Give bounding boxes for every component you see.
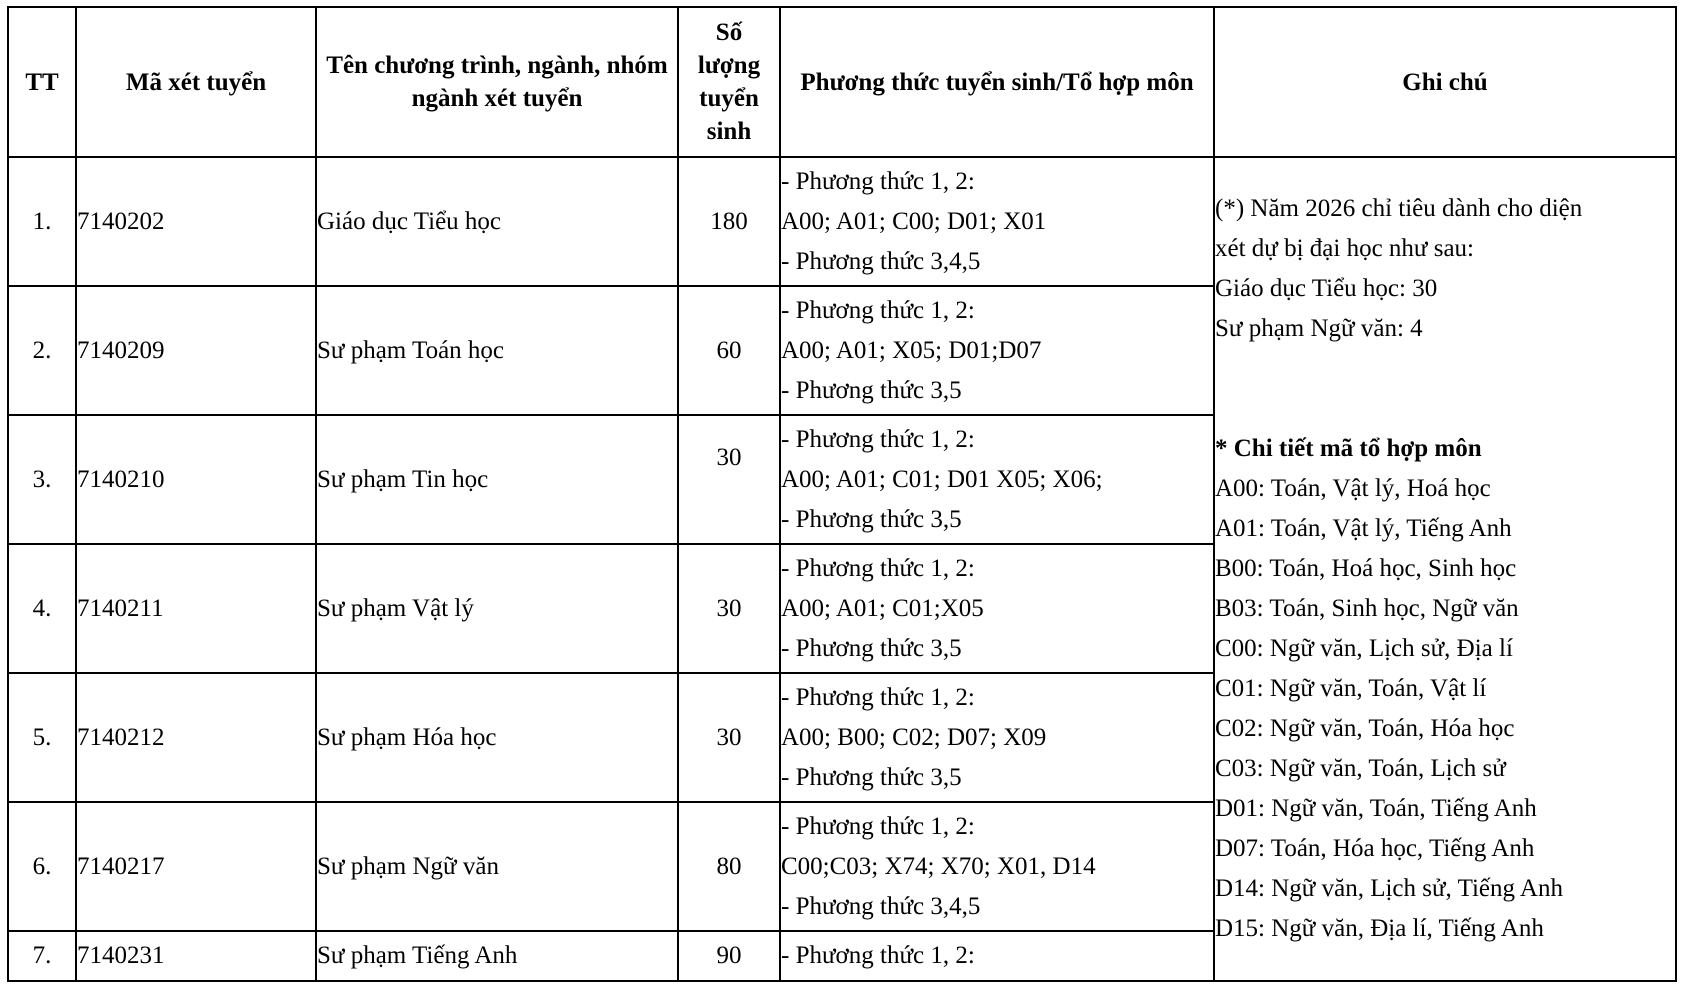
row-program-name: Sư phạm Tin học [316,415,678,544]
row-tt: 1. [8,157,76,286]
code-item: C01: Ngữ văn, Toán, Vật lí [1215,675,1487,702]
method-line: A00; B00; C02; D07; X09 [781,723,1047,751]
method-line: A00; A01; X05; D01;D07 [781,336,1042,364]
code-item: D15: Ngữ văn, Địa lí, Tiếng Anh [1215,915,1544,942]
method-line: - Phương thức 1, 2: [781,683,975,711]
method-line: C00;C03; X74; X70; X01, D14 [781,852,1096,880]
header-tt: TT [8,7,76,157]
notes-block [1215,189,1675,949]
row-code: 7140210 [76,415,316,544]
row-quota: 30 [678,415,780,544]
row-tt: 3. [8,415,76,544]
header-program: Tên chương trình, ngành, nhóm ngành xét tuyển [316,7,678,157]
row-program-name: Sư phạm Toán học [316,286,678,415]
notes-cell [1214,157,1676,981]
method-line: A00; A01; C00; D01; X01 [781,207,1047,235]
row-method [780,544,1214,673]
row-code: 7140211 [76,544,316,673]
code-item: D07: Toán, Hóa học, Tiếng Anh [1215,835,1535,862]
code-item: B00: Toán, Hoá học, Sinh học [1215,555,1517,582]
row-code: 7140217 [76,802,316,931]
code-item: C02: Ngữ văn, Toán, Hóa học [1215,715,1515,742]
header-method: Phương thức tuyển sinh/Tổ hợp môn [780,7,1214,157]
notes-line: Sư phạm Ngữ văn: 4 [1215,315,1423,342]
code-item: C00: Ngữ văn, Lịch sử, Địa lí [1215,635,1513,662]
row-quota: 80 [678,802,780,931]
method-line: - Phương thức 3,4,5 [781,892,981,920]
row-code: 7140209 [76,286,316,415]
row-code: 7140231 [76,931,316,981]
row-program-name: Sư phạm Hóa học [316,673,678,802]
notes-heading: * Chi tiết mã tổ hợp môn [1215,435,1482,462]
table-row [8,157,1676,286]
code-item: D14: Ngữ văn, Lịch sử, Tiếng Anh [1215,875,1563,902]
row-tt: 2. [8,286,76,415]
row-program-name: Sư phạm Ngữ văn [316,802,678,931]
notes-spacer [1215,349,1675,429]
code-item: C03: Ngữ văn, Toán, Lịch sử [1215,755,1506,782]
row-quota: 180 [678,157,780,286]
row-tt: 6. [8,802,76,931]
method-line: - Phương thức 3,5 [781,376,962,404]
method-line: - Phương thức 1, 2: [781,942,975,969]
method-line: A00; A01; C01;X05 [781,594,984,622]
row-method [780,802,1214,931]
row-quota: 30 [678,544,780,673]
row-program-name: Sư phạm Tiếng Anh [316,931,678,981]
row-method [780,673,1214,802]
row-quota: 90 [678,931,780,981]
row-quota: 60 [678,286,780,415]
row-method [780,931,1214,981]
method-line: - Phương thức 1, 2: [781,425,975,453]
admissions-table [7,6,1677,982]
header-quota: Số lượng tuyển sinh [678,7,780,157]
row-tt: 5. [8,673,76,802]
row-method [780,157,1214,286]
method-line: - Phương thức 1, 2: [781,812,975,840]
notes-line: Giáo dục Tiểu học: 30 [1215,275,1438,302]
row-method [780,415,1214,544]
row-code: 7140202 [76,157,316,286]
row-quota: 30 [678,673,780,802]
row-code: 7140212 [76,673,316,802]
code-item: B03: Toán, Sinh học, Ngữ văn [1215,595,1519,622]
row-tt: 4. [8,544,76,673]
method-line: - Phương thức 3,5 [781,634,962,662]
method-line: - Phương thức 3,5 [781,505,962,533]
notes-line: (*) Năm 2026 chỉ tiêu dành cho diện [1215,195,1583,222]
method-line: - Phương thức 1, 2: [781,296,975,324]
table-header-row [8,7,1676,157]
method-line: A00; A01; C01; D01 X05; X06; [781,465,1103,493]
notes-line: xét dự bị đại học như sau: [1215,235,1474,262]
row-program-name: Sư phạm Vật lý [316,544,678,673]
method-line: - Phương thức 1, 2: [781,554,975,582]
row-tt: 7. [8,931,76,981]
header-code: Mã xét tuyển [76,7,316,157]
method-line: - Phương thức 3,4,5 [781,247,981,275]
method-line: - Phương thức 3,5 [781,763,962,791]
row-program-name: Giáo dục Tiểu học [316,157,678,286]
row-method [780,286,1214,415]
code-item: A00: Toán, Vật lý, Hoá học [1215,475,1491,502]
code-item: A01: Toán, Vật lý, Tiếng Anh [1215,515,1512,542]
code-item: D01: Ngữ văn, Toán, Tiếng Anh [1215,795,1537,822]
method-line: - Phương thức 1, 2: [781,167,975,195]
header-notes: Ghi chú [1214,7,1676,157]
